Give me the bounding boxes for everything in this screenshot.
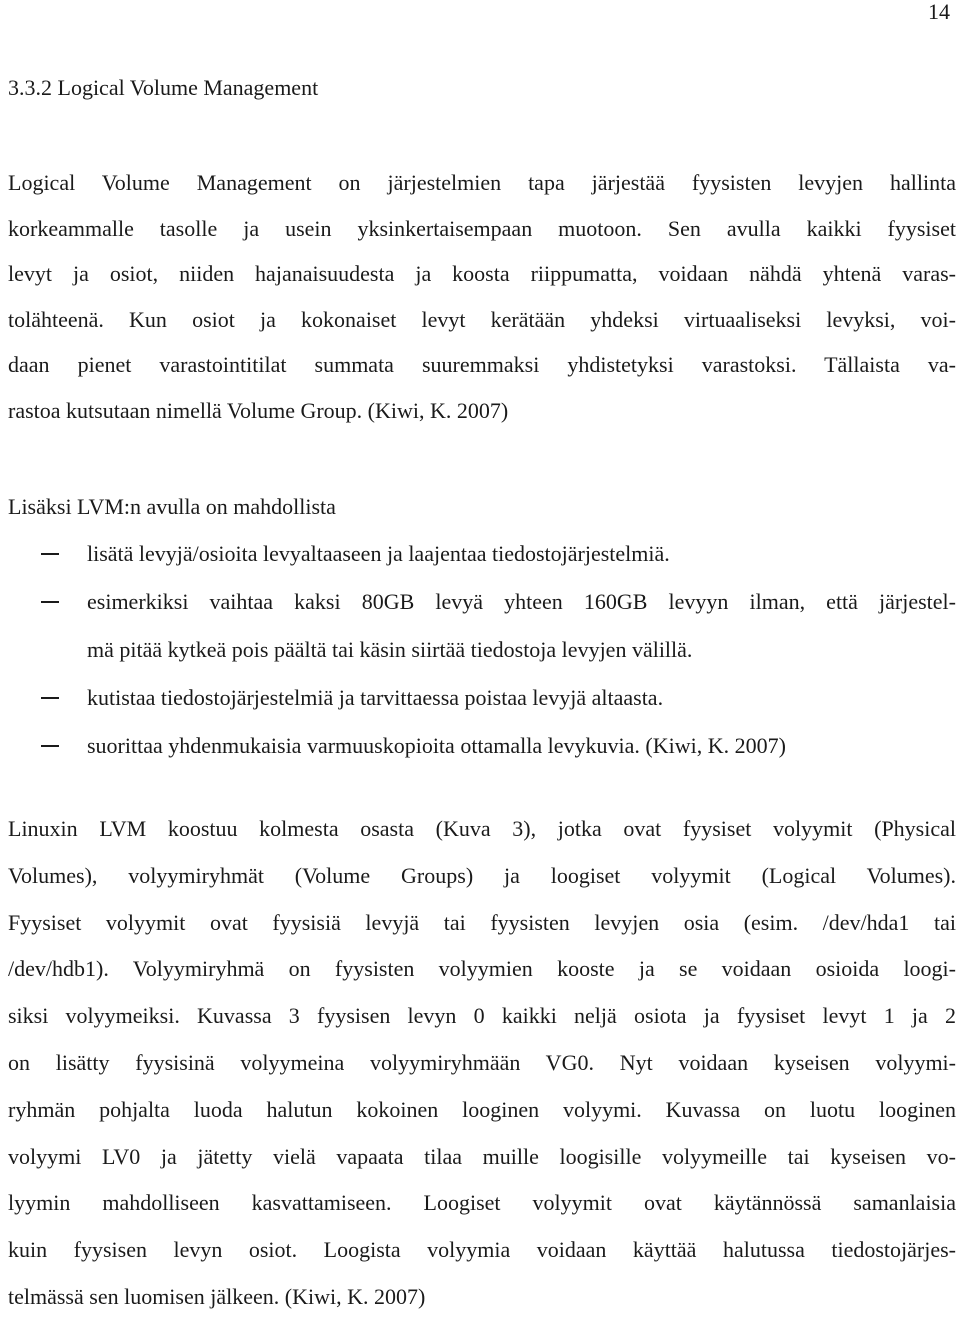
text-line: korkeammalle tasolle ja usein yksinkertaisempaan muotoon. Sen avulla kaikki fyysiset <box>8 215 956 241</box>
list-item-text: kutistaa tiedostojärjestelmiä ja tarvittaessa poistaa levyjä altaasta. <box>87 685 664 710</box>
text-line: Lisäksi LVM:n avulla on mahdollista <box>8 494 336 519</box>
dash-bullet-icon <box>41 745 59 747</box>
text-line: Fyysiset volyymit ovat fyysisiä levyjä tai fyysisten levyjen osia (esim. /dev/hda1 tai <box>8 909 956 935</box>
feature-list <box>8 530 956 770</box>
list-item-text: mä pitää kytkeä pois päältä tai käsin siirtää tiedostoja levyjen välillä. <box>87 637 693 662</box>
text-line: /dev/hdb1). Volyymiryhmä on fyysisten volyymien kooste ja se voidaan osioida loogi- <box>8 956 956 982</box>
list-item <box>8 578 956 674</box>
text-line: daan pienet varastointitilat summata suuremmaksi yhdistetyksi varastoksi. Tällaista va- <box>8 352 956 378</box>
list-item-text: esimerkiksi vaihtaa kaksi 80GB levyä yhteen 160GB levyyn ilman, että järjestel- <box>87 589 956 614</box>
text-line: kuin fyysisen levyn osiot. Loogista volyymia voidaan käyttää halutussa tiedostojärjes- <box>8 1237 956 1263</box>
text-line: on lisätty fyysisinä volyymeina volyymiryhmään VG0. Nyt voidaan kyseisen volyymi- <box>8 1049 956 1075</box>
list-item-text: suorittaa yhdenmukaisia varmuuskopioita ottamalla levykuvia. (Kiwi, K. 2007) <box>87 733 786 758</box>
list-item <box>8 722 956 770</box>
text-line: Volumes), volyymiryhmät (Volume Groups) ja loogiset volyymit (Logical Volumes). <box>8 862 956 888</box>
dash-bullet-icon <box>41 697 59 699</box>
list-item <box>8 530 956 578</box>
list-item <box>8 674 956 722</box>
dash-bullet-icon <box>41 601 59 603</box>
text-line: telmässä sen luomisen jälkeen. (Kiwi, K. 2007) <box>8 1283 426 1309</box>
text-line: Linuxin LVM koostuu kolmesta osasta (Kuva 3), jotka ovat fyysiset volyymit (Physical <box>8 816 956 841</box>
text-line: Logical Volume Management on järjestelmien tapa järjestää fyysisten levyjen hallinta <box>8 170 956 195</box>
text-line: siksi volyymeiksi. Kuvassa 3 fyysisen levyn 0 kaikki neljä osiota ja fyysiset levyt 1 ja 2 <box>8 1003 956 1029</box>
paragraph-lvm-features-intro <box>8 484 956 530</box>
text-line: tolähteenä. Kun osiot ja kokonaiset levyt kerätään yhdeksi virtuaaliseksi levyksi, voi- <box>8 306 956 332</box>
paragraph-linux-lvm <box>8 806 956 1321</box>
paragraph-lvm-intro <box>8 160 956 434</box>
list-item-text: lisätä levyjä/osioita levyaltaaseen ja laajentaa tiedostojärjestelmiä. <box>87 541 670 566</box>
text-line: levyt ja osiot, niiden hajanaisuudesta ja koosta riippumatta, voidaan nähdä yhtenä varas- <box>8 261 956 287</box>
text-line: volyymi LV0 ja jätetty vielä vapaata tilaa muille loogisille volyymeille tai kyseisen vo- <box>8 1143 956 1169</box>
text-line: ryhmän pohjalta luoda halutun kokoinen looginen volyymi. Kuvassa on luotu looginen <box>8 1096 956 1122</box>
section-heading: 3.3.2 Logical Volume Management <box>8 75 319 100</box>
text-line: lyymin mahdolliseen kasvattamiseen. Loogiset volyymit ovat käytännössä samanlaisia <box>8 1190 956 1216</box>
dash-bullet-icon <box>41 553 59 555</box>
text-line: rastoa kutsutaan nimellä Volume Group. (Kiwi, K. 2007) <box>8 397 509 423</box>
page-number: 14 <box>928 0 950 24</box>
